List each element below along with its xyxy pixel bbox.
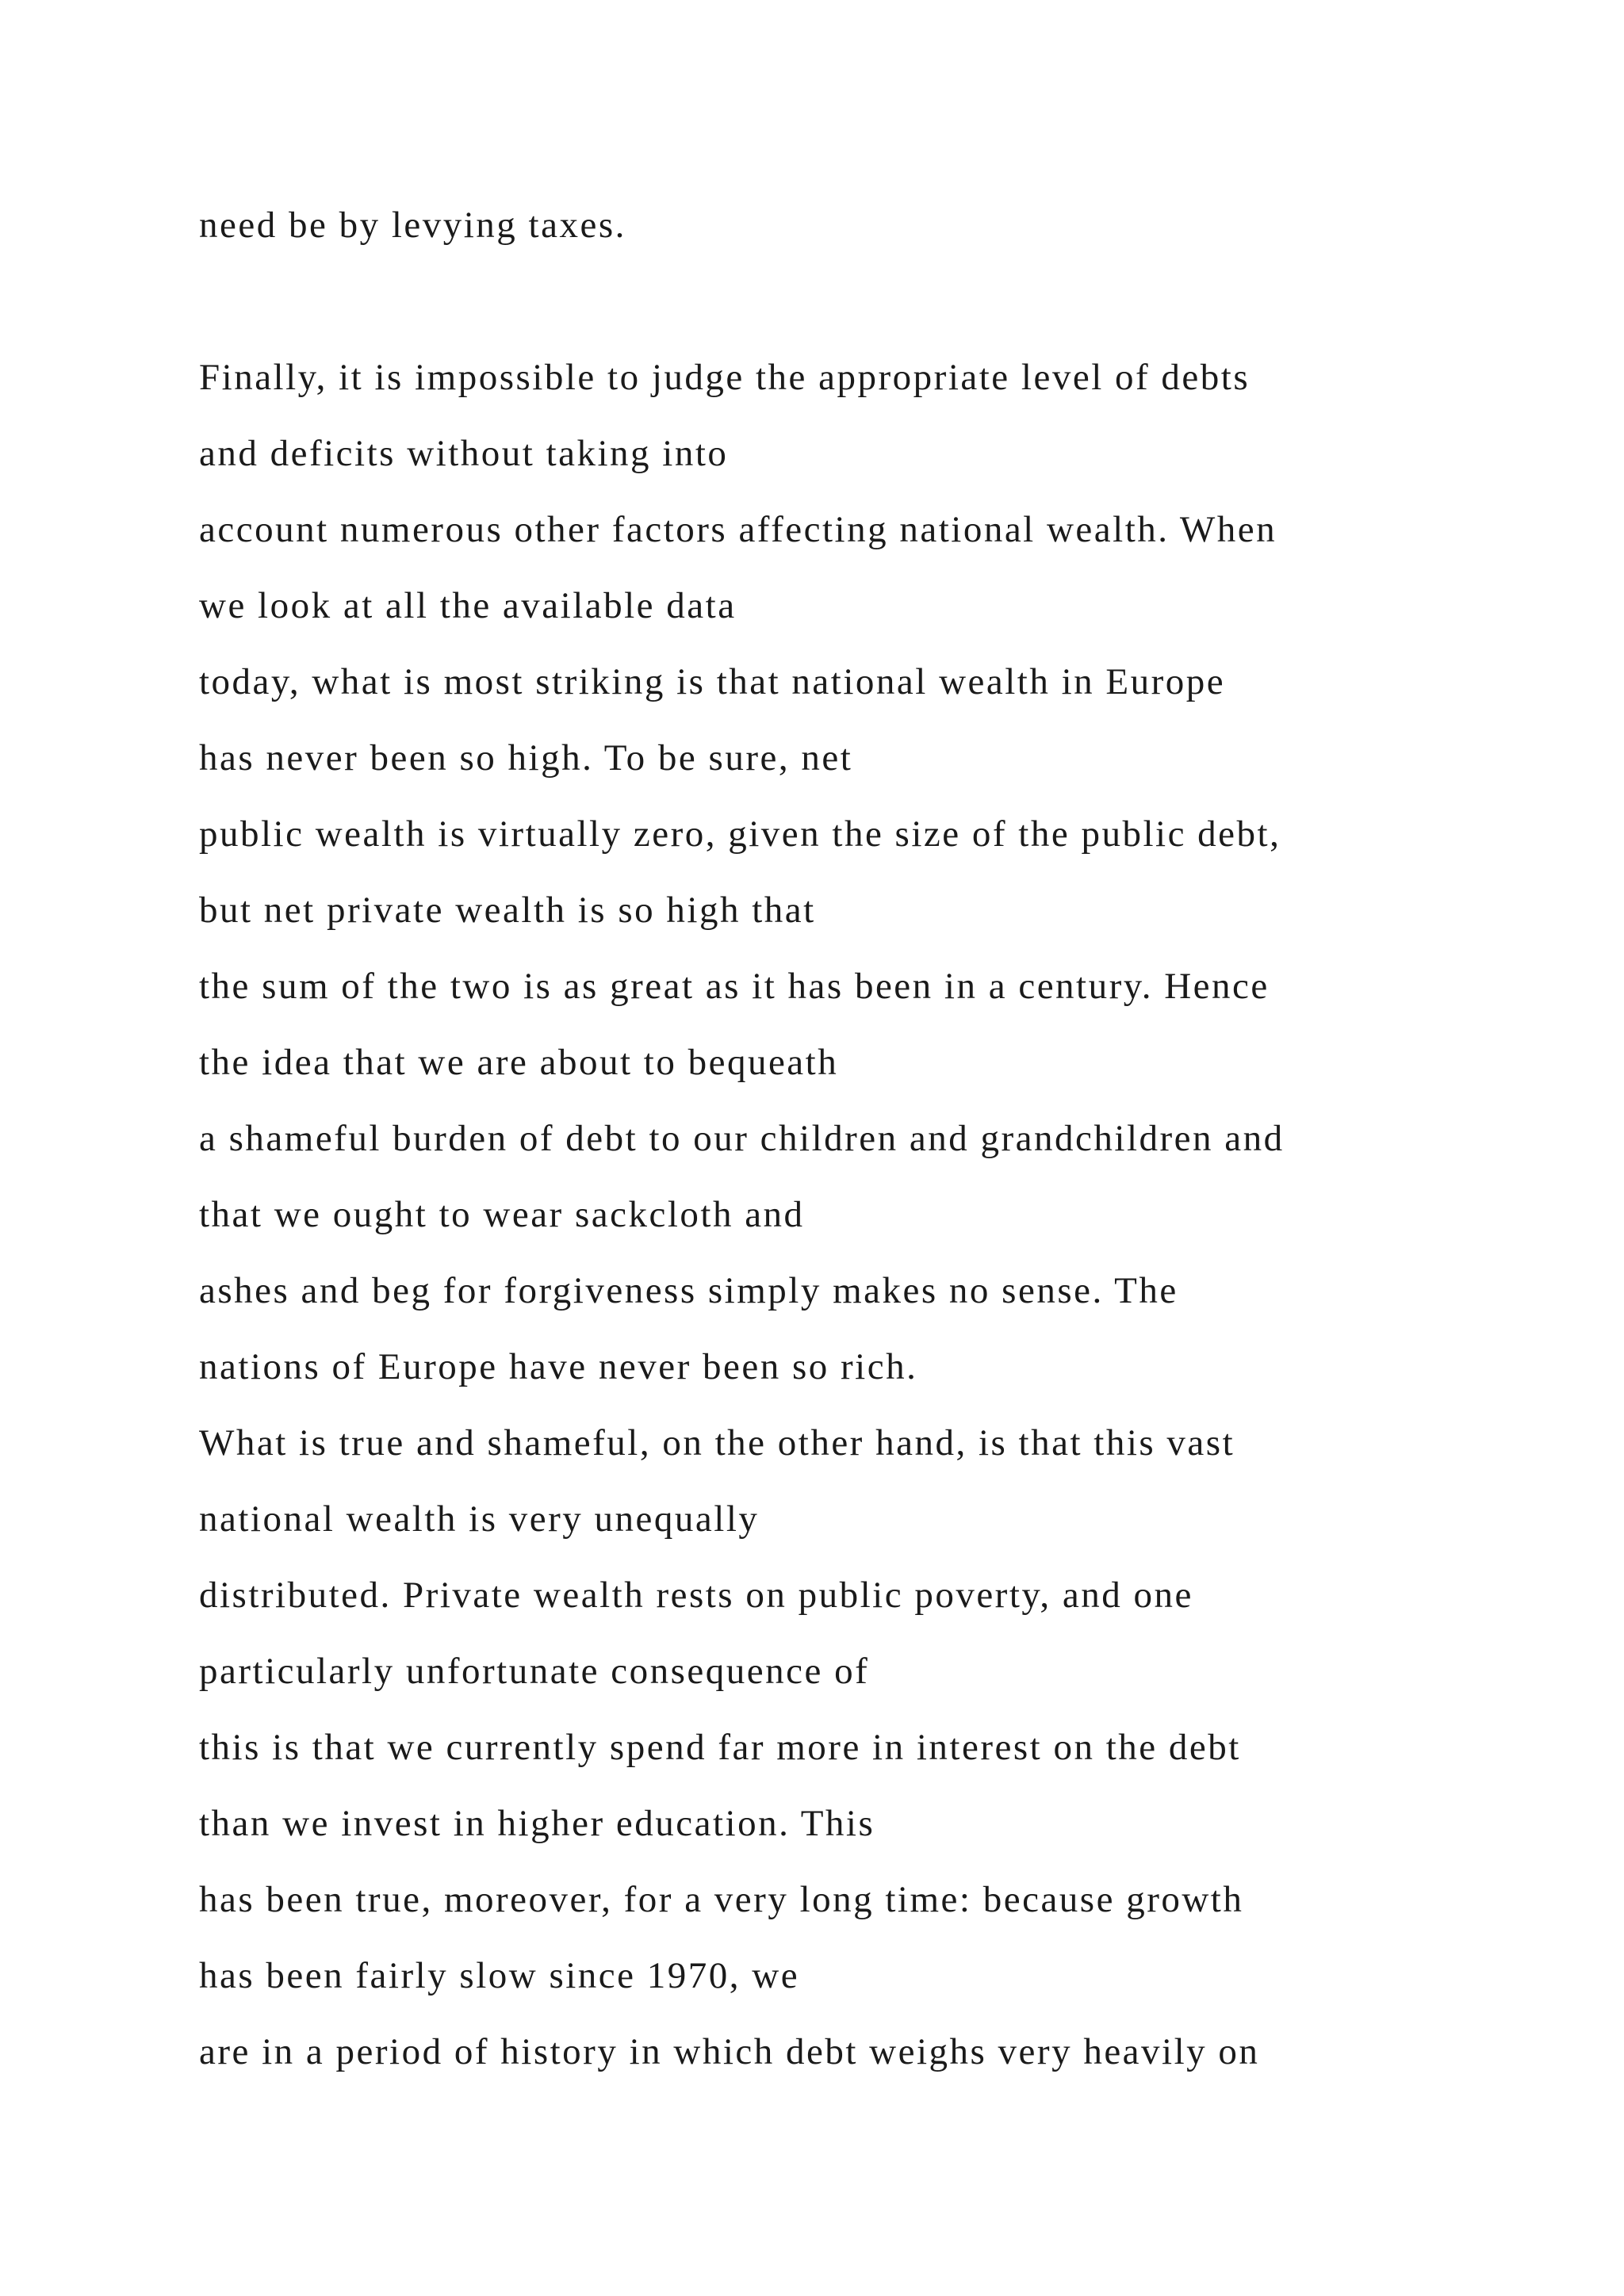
text-line: account numerous other factors affecting national wealth. When <box>199 509 1277 550</box>
text-line: distributed. Private wealth rests on public poverty, and one <box>199 1575 1193 1616</box>
text-line: need be by levying taxes. <box>199 205 626 246</box>
text-line: has never been so high. To be sure, net <box>199 737 853 779</box>
text-line: the sum of the two is as great as it has been in a century. Hence <box>199 966 1270 1007</box>
text-line: has been true, moreover, for a very long time: because growth <box>199 1879 1244 1920</box>
text-line: are in a period of history in which debt weighs very heavily on <box>199 2031 1260 2072</box>
text-line: Finally, it is impossible to judge the appropriate level of debts <box>199 357 1251 398</box>
text-line: a shameful burden of debt to our children and grandchildren and <box>199 1118 1285 1159</box>
body-text <box>199 187 1547 2090</box>
blank-line <box>199 263 1547 339</box>
text-line: ashes and beg for forgiveness simply makes no sense. The <box>199 1270 1178 1311</box>
text-line: What is true and shameful, on the other hand, is that this vast <box>199 1422 1235 1464</box>
text-line: than we invest in higher education. This <box>199 1803 875 1844</box>
text-line: public wealth is virtually zero, given the size of the public debt, <box>199 813 1281 855</box>
text-line: national wealth is very unequally <box>199 1498 760 1540</box>
text-line: this is that we currently spend far more in interest on the debt <box>199 1727 1241 1768</box>
text-line: has been fairly slow since 1970, we <box>199 1955 800 1996</box>
text-line: we look at all the available data <box>199 585 737 626</box>
text-line: nations of Europe have never been so rich. <box>199 1346 918 1387</box>
text-line: today, what is most striking is that national wealth in Europe <box>199 661 1226 702</box>
text-line: that we ought to wear sackcloth and <box>199 1194 805 1235</box>
text-line: the idea that we are about to bequeath <box>199 1042 839 1083</box>
text-line: but net private wealth is so high that <box>199 890 816 931</box>
text-line: and deficits without taking into <box>199 433 729 474</box>
text-line: particularly unfortunate consequence of <box>199 1651 870 1692</box>
